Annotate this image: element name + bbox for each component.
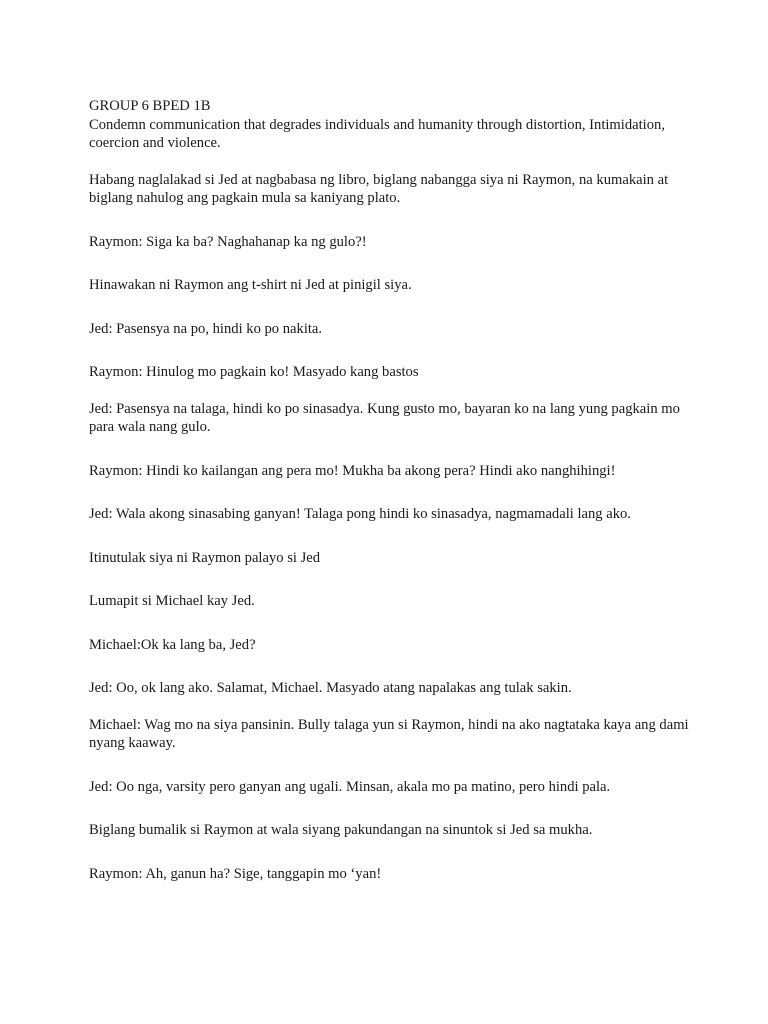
paragraph: Biglang bumalik si Raymon at wala siyang pakundangan na sinuntok si Jed sa mukha. <box>89 822 593 838</box>
paragraph: Jed: Oo nga, varsity pero ganyan ang ugali. Minsan, akala mo pa matino, pero hindi pala. <box>89 778 611 795</box>
paragraph: Raymon: Ah, ganun ha? Sige, tanggapin mo ‘yan! <box>89 865 382 882</box>
paragraph: Jed: Oo, ok lang ako. Salamat, Michael. Masyado atang napalakas ang tulak sakin. <box>89 680 572 696</box>
paragraph: Michael:Ok ka lang ba, Jed? <box>89 636 256 653</box>
paragraph: Michael: Wag mo na siya pansinin. Bully talaga yun si Raymon, hindi na ako nagtataka kaya ang dami nyang kaaway. <box>89 716 689 751</box>
paragraph: Raymon: Siga ka ba? Naghahanap ka ng gulo?! <box>89 233 367 250</box>
paragraph: Jed: Pasensya na talaga, hindi ko po sinasadya. Kung gusto mo, bayaran ko na lang yung pagkain mo para wala nang gulo. <box>89 400 680 435</box>
paragraph: Habang naglalakad si Jed at nagbabasa ng libro, biglang nabangga siya ni Raymon, na kumakain at biglang nahulog ang pagkain mula sa kaniyang plato. <box>89 171 669 206</box>
paragraph: Jed: Pasensya na po, hindi ko po nakita. <box>89 320 323 337</box>
paragraph: Hinawakan ni Raymon ang t-shirt ni Jed at pinigil siya. <box>89 277 412 293</box>
paragraph: Raymon: Hinulog mo pagkain ko! Masyado kang bastos <box>89 364 419 380</box>
document-subtitle: Condemn communication that degrades individuals and humanity through distortion, Intimidation, coercion and violence. <box>89 116 665 151</box>
paragraph: Jed: Wala akong sinasabing ganyan! Talaga pong hindi ko sinasadya, nagmamadali lang ako. <box>89 506 631 522</box>
document-body <box>89 97 689 883</box>
document-header <box>89 97 689 153</box>
paragraph: Raymon: Hindi ko kailangan ang pera mo! Mukha ba akong pera? Hindi ako nanghihingi! <box>89 462 616 479</box>
document-heading: GROUP 6 BPED 1B <box>89 98 211 114</box>
paragraph: Lumapit si Michael kay Jed. <box>89 593 255 609</box>
paragraph: Itinutulak siya ni Raymon palayo si Jed <box>89 549 321 566</box>
